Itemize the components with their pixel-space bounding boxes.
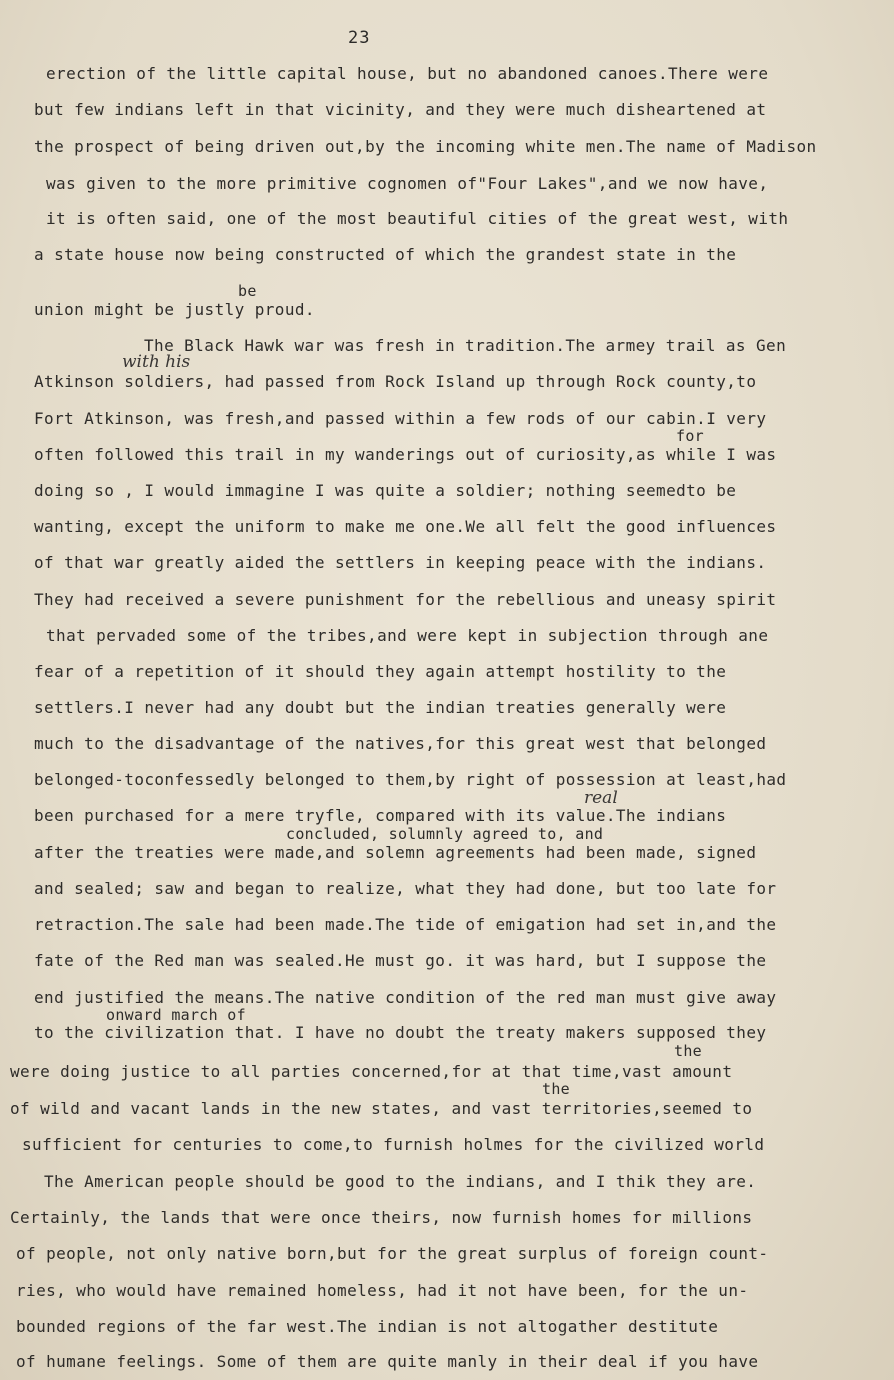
text-line: much to the disadvantage of the natives,for this great west that belonged — [34, 734, 767, 753]
text-line: it is often said, one of the most beautiful cities of the great west, with — [46, 209, 789, 228]
text-line: fate of the Red man was sealed.He must go. it was hard, but I suppose the — [34, 951, 767, 970]
text-line: of humane feelings. Some of them are quite manly in their deal if you have — [16, 1352, 759, 1371]
text-line: of people, not only native born,but for the great surplus of foreign count- — [16, 1244, 769, 1263]
annotation-be: be — [238, 282, 257, 300]
annotation-real: real — [584, 788, 618, 808]
page-number: 23 — [348, 28, 371, 48]
text-line: but few indians left in that vicinity, and they were much disheartened at — [34, 100, 767, 119]
text-line: Fort Atkinson, was fresh,and passed within a few rods of our cabin.I very — [34, 409, 767, 428]
text-line: union might be justly proud. — [34, 300, 315, 319]
annotation-with-his: with his — [122, 352, 191, 372]
text-line: wanting, except the uniform to make me one.We all felt the good influences — [34, 517, 777, 536]
text-line: doing so , I would immagine I was quite a soldier; nothing seemedto be — [34, 481, 737, 500]
text-line: erection of the little capital house, but no abandoned canoes.There were — [46, 64, 769, 83]
text-line: of wild and vacant lands in the new states, and vast territories,seemed to — [10, 1099, 753, 1118]
text-line: The American people should be good to the indians, and I thik they are. — [44, 1172, 757, 1191]
text-line: bounded regions of the far west.The indian is not altogather destitute — [16, 1317, 719, 1336]
text-line: settlers.I never had any doubt but the indian treaties generally were — [34, 698, 727, 717]
text-line: often followed this trail in my wanderings out of curiosity,as while I was — [34, 445, 777, 464]
text-line: been purchased for a mere tryfle, compared with its value.The indians — [34, 806, 727, 825]
text-line: end justified the means.The native condition of the red man must give away — [34, 988, 777, 1007]
text-line: and sealed; saw and began to realize, what they had done, but too late for — [34, 879, 777, 898]
text-line: Atkinson soldiers, had passed from Rock Island up through Rock county,to — [34, 372, 757, 391]
text-line: the prospect of being driven out,by the incoming white men.The name of Madison — [34, 137, 817, 156]
text-line: after the treaties were made,and solemn agreements had been made, signed — [34, 843, 757, 862]
annotation-the-1: the — [674, 1042, 702, 1060]
text-line: They had received a severe punishment for the rebellious and uneasy spirit — [34, 590, 777, 609]
text-line: The Black Hawk war was fresh in tradition.The armey trail as Gen — [144, 336, 787, 355]
text-line: belonged-toconfessedly belonged to them,by right of possession at least,had — [34, 770, 787, 789]
annotation-onward-march-of: onward march of — [106, 1006, 246, 1024]
text-line: were doing justice to all parties concerned,for at that time,vast amount — [10, 1062, 733, 1081]
text-line: ries, who would have remained homeless, had it not have been, for the un- — [16, 1281, 749, 1300]
text-line: sufficient for centuries to come,to furnish holmes for the civilized world — [22, 1135, 765, 1154]
text-line: fear of a repetition of it should they again attempt hostility to the — [34, 662, 727, 681]
annotation-the-2: the — [542, 1080, 570, 1098]
annotation-for: for — [676, 427, 704, 445]
text-line: that pervaded some of the tribes,and were kept in subjection through ane — [46, 626, 769, 645]
text-line: a state house now being constructed of which the grandest state in the — [34, 245, 737, 264]
text-line: of that war greatly aided the settlers in keeping peace with the indians. — [34, 553, 767, 572]
annotation-concluded: concluded, solumnly agreed to, and — [286, 825, 604, 843]
text-line: was given to the more primitive cognomen of"Four Lakes",and we now have, — [46, 174, 769, 193]
text-line: retraction.The sale had been made.The tide of emigation had set in,and the — [34, 915, 777, 934]
text-line: Certainly, the lands that were once theirs, now furnish homes for millions — [10, 1208, 753, 1227]
text-line: to the civilization that. I have no doubt the treaty makers supposed they — [34, 1023, 767, 1042]
